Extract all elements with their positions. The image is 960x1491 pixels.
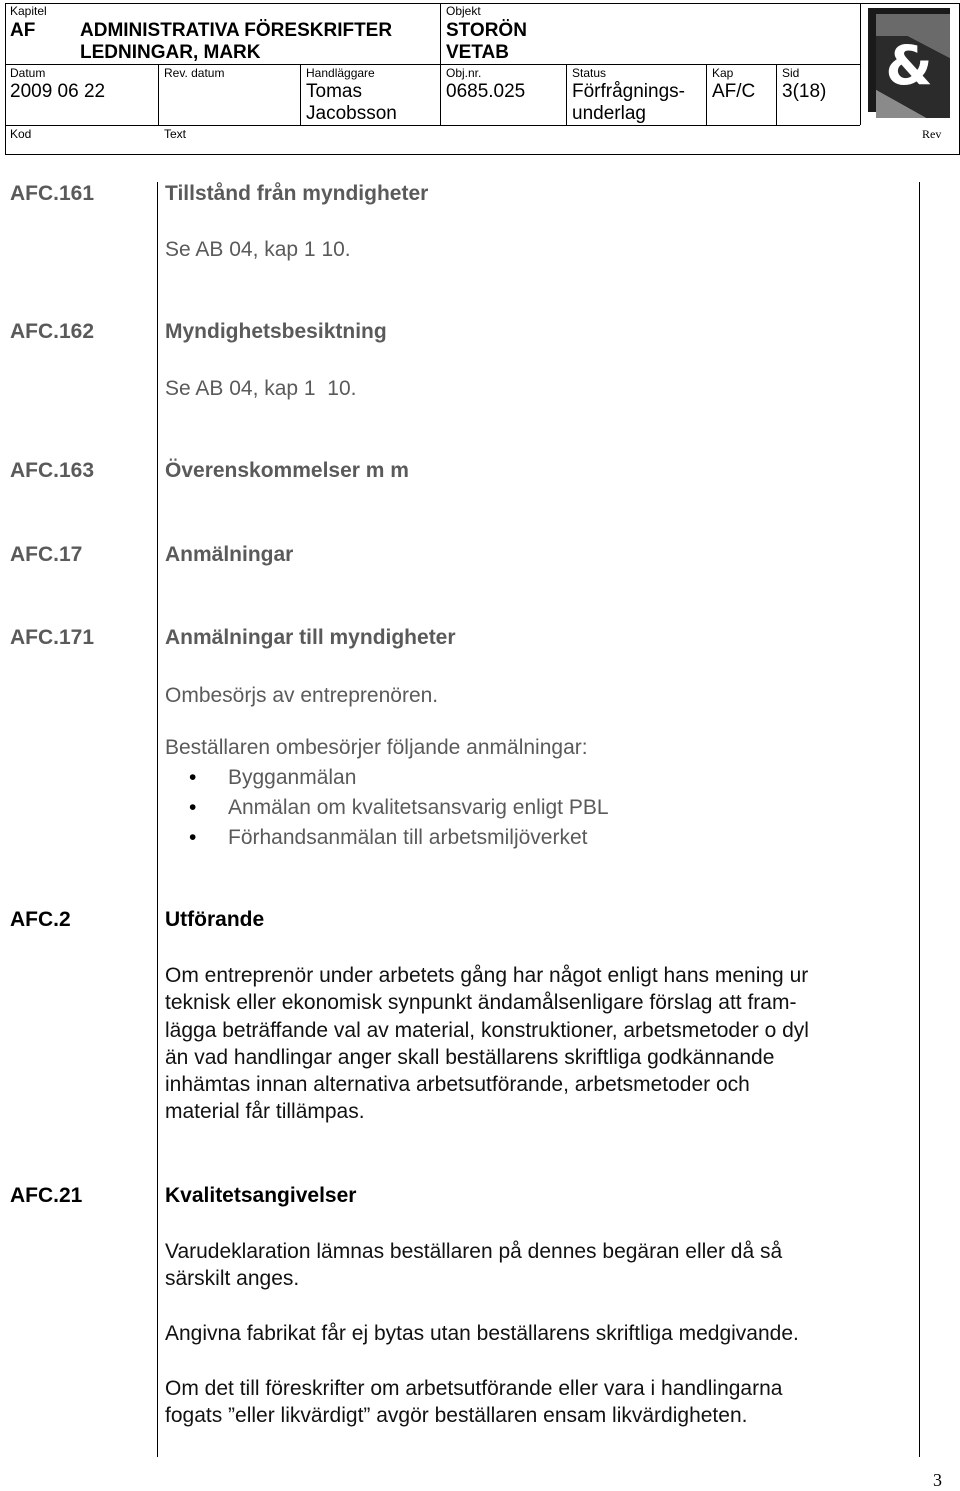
section-body: Om det till föreskrifter om arbetsutförande eller vara i handlingarna fogats ”eller likvärdigt” avgör beställaren ensam likvärdigheten. <box>165 1377 783 1428</box>
rev-column-divider <box>919 182 920 1457</box>
kapitel-value: AF <box>10 20 36 41</box>
bullet-icon: • <box>189 766 197 789</box>
page-number: 3 <box>933 1470 942 1490</box>
section-heading: Tillstånd från myndigheter <box>165 182 429 205</box>
section-body: Beställaren ombesörjer följande anmälningar: <box>165 736 588 759</box>
handlaggare-value-line2: Jacobsson <box>306 103 397 124</box>
handlaggare-label: Handläggare <box>306 66 375 80</box>
document-title: ADMINISTRATIVA FÖRESKRIFTER <box>80 20 393 41</box>
section-code: AFC.162 <box>10 320 95 343</box>
section-heading: Kvalitetsangivelser <box>165 1184 357 1207</box>
datum-label: Datum <box>10 66 46 80</box>
kod-label: Kod <box>10 127 32 141</box>
section-code: AFC.21 <box>10 1184 83 1207</box>
section-body: Se AB 04, kap 1 10. <box>165 238 351 261</box>
kapitel-label: Kapitel <box>10 4 47 18</box>
kap-label: Kap <box>712 66 734 80</box>
bullet-icon: • <box>189 826 197 849</box>
bullet-icon: • <box>189 796 197 819</box>
section-body: Varudeklaration lämnas beställaren på dennes begäran eller då så särskilt anges. <box>165 1240 783 1291</box>
rev-label: Rev <box>922 127 942 141</box>
section-heading: Anmälningar till myndigheter <box>165 626 456 649</box>
sid-label: Sid <box>782 66 800 80</box>
objnr-value: 0685.025 <box>446 81 526 102</box>
kap-value: AF/C <box>712 81 756 102</box>
list-item: Förhandsanmälan till arbetsmiljöverket <box>228 826 588 849</box>
section-heading: Myndighetsbesiktning <box>165 320 387 343</box>
section-body: Ombesörjs av entreprenören. <box>165 684 439 707</box>
section-code: AFC.163 <box>10 459 95 482</box>
objekt-value-line2: VETAB <box>446 42 509 63</box>
section-code: AFC.161 <box>10 182 95 205</box>
list-item: Anmälan om kvalitetsansvarig enligt PBL <box>228 796 609 819</box>
company-logo-icon <box>866 6 952 120</box>
section-code: AFC.2 <box>10 908 71 931</box>
objekt-label: Objekt <box>446 4 481 18</box>
revdatum-label: Rev. datum <box>164 66 225 80</box>
section-heading: Överenskommelser m m <box>165 459 409 482</box>
section-body: Se AB 04, kap 1 10. <box>165 377 357 400</box>
list-item: Bygganmälan <box>228 766 357 789</box>
section-heading: Utförande <box>165 908 265 931</box>
handlaggare-value-line1: Tomas <box>306 81 362 102</box>
objnr-label: Obj.nr. <box>446 66 482 80</box>
status-value-line1: Förfrågnings- <box>572 81 685 102</box>
datum-value: 2009 06 22 <box>10 81 106 102</box>
section-heading: Anmälningar <box>165 543 294 566</box>
status-value-line2: underlag <box>572 103 646 124</box>
objekt-value-line1: STORÖN <box>446 20 527 41</box>
sid-value: 3(18) <box>782 81 827 102</box>
document-subtitle: LEDNINGAR, MARK <box>80 42 261 63</box>
section-body: Om entreprenör under arbetets gång har något enligt hans mening ur teknisk eller ekonomisk synpunkt ändamålsenligare förslag att fram- lägga beträffande val av material, konstruktioner, arbetsmetoder o dyl än vad handlingar anger skall beställarens skriftliga godkännande inhämtas innan alternativa arbetsutförande, arbetsmetoder och material får tillämpas. <box>165 964 809 1124</box>
text-label: Text <box>164 127 187 141</box>
section-code: AFC.17 <box>10 543 83 566</box>
section-body: Angivna fabrikat får ej bytas utan beställarens skriftliga medgivande. <box>165 1322 799 1345</box>
section-code: AFC.171 <box>10 626 95 649</box>
svg-text:&: & <box>885 34 933 97</box>
status-label: Status <box>572 66 607 80</box>
text-column-divider <box>157 182 158 1457</box>
